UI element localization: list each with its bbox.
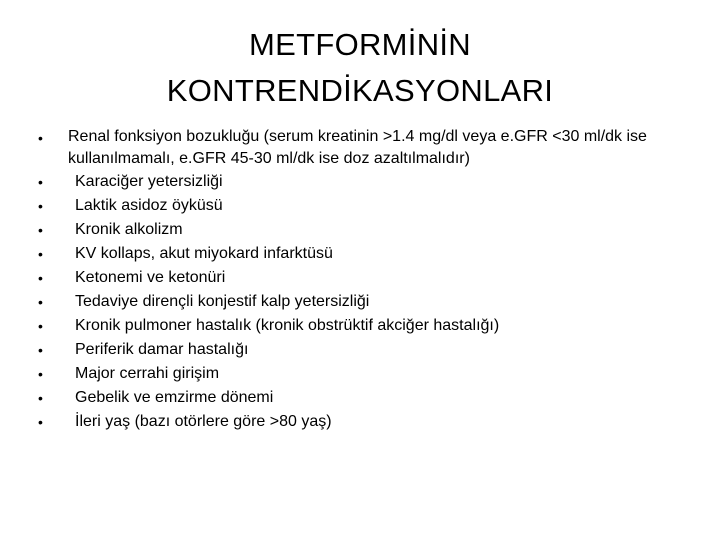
list-item [38,386,678,410]
list-item [38,290,678,314]
list-item-text: Kronik pulmoner hastalık (kronik obstrüktif akciğer hastalığı) [75,317,500,334]
list-item-text: Gebelik ve emzirme dönemi [75,389,274,406]
contraindication-list [38,126,678,434]
list-item-text: Periferik damar hastalığı [75,341,249,358]
bullet-icon: • [38,342,43,358]
list-item-text: Laktik asidoz öyküsü [75,197,223,214]
bullet-icon: • [38,174,43,190]
list-item-text: Renal fonksiyon bozukluğu (serum kreatinin >1.4 mg/dl veya e.GFR <30 ml/dk ise kullanılmamalı, e.GFR 45-30 ml/dk ise doz azaltılmalıdır) [68,128,647,167]
bullet-icon: • [38,366,43,382]
list-item-text: KV kollaps, akut miyokard infarktüsü [75,245,333,262]
list-item [38,170,678,194]
title-line-2: KONTRENDİKASYONLARI [166,73,554,108]
list-item-text: Karaciğer yetersizliği [75,173,223,190]
bullet-icon: • [38,270,43,286]
list-item [38,218,678,242]
list-item [38,194,678,218]
bullet-icon: • [38,414,43,430]
list-item [38,314,678,338]
list-item-text: Ketonemi ve ketonüri [75,269,226,286]
bullet-icon: • [38,318,43,334]
list-item [38,242,678,266]
bullet-icon: • [38,222,43,238]
bullet-icon: • [38,130,43,146]
bullet-icon: • [38,246,43,262]
slide-title [0,22,720,114]
list-item-text: Kronik alkolizm [75,221,183,238]
list-item [38,126,678,170]
list-item-text: İleri yaş (bazı otörlere göre >80 yaş) [75,413,332,430]
bullet-icon: • [38,198,43,214]
list-item [38,362,678,386]
list-item [38,410,678,434]
bullet-icon: • [38,294,43,310]
list-item-text: Tedaviye dirençli konjestif kalp yetersizliği [75,293,370,310]
list-item [38,338,678,362]
list-item [38,266,678,290]
list-item-text: Major cerrahi girişim [75,365,220,382]
title-line-1: METFORMİNİN [249,27,471,62]
bullet-icon: • [38,390,43,406]
